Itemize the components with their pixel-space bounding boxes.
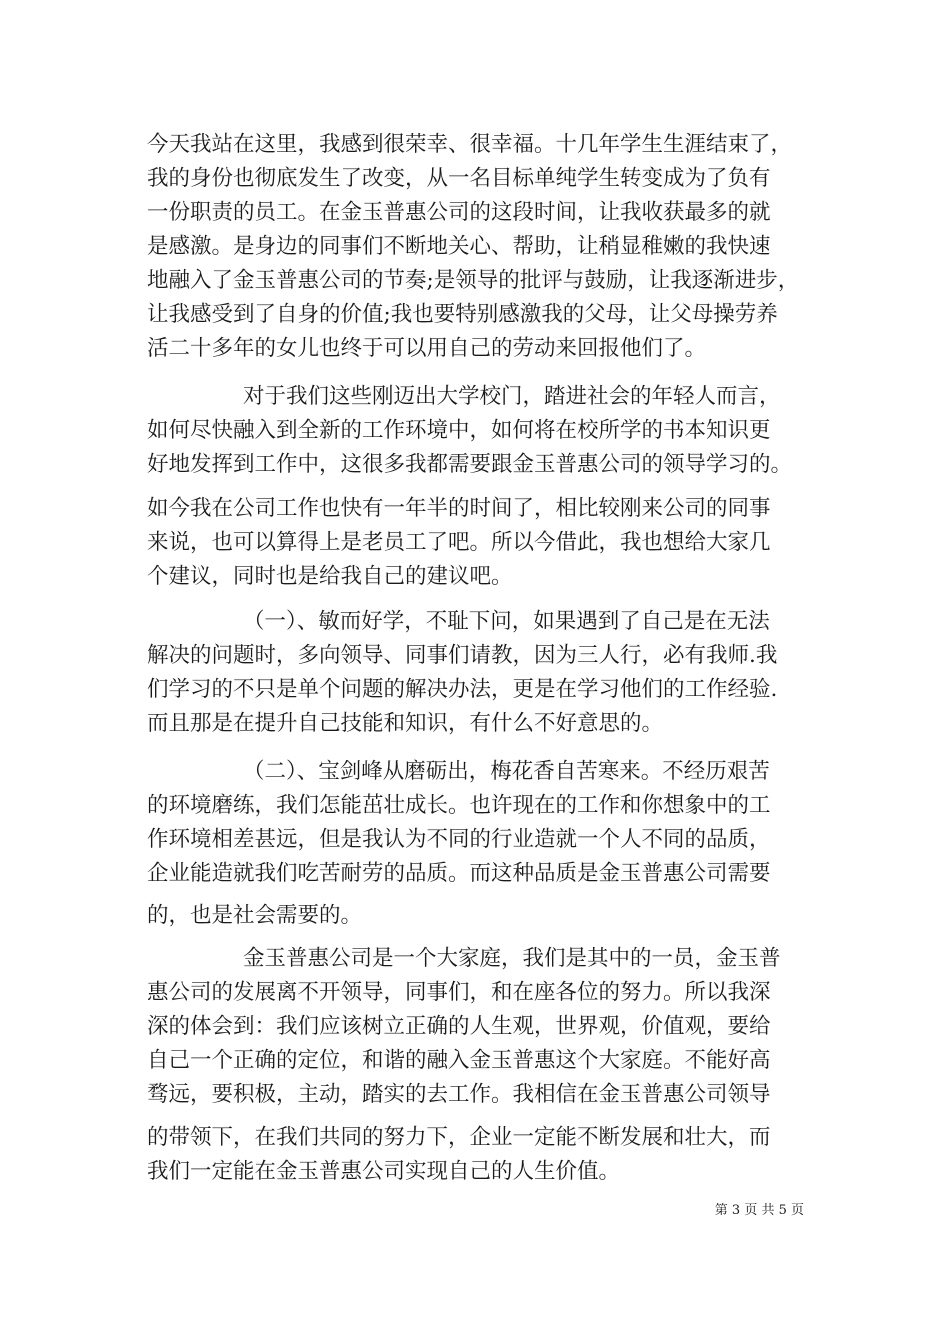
text-line: 骛远，要积极，主动，踏实的去工作。我相信在金玉普惠公司领导 — [147, 1082, 771, 1107]
text-line: （二）、宝剑峰从磨砺出，梅花香自苦寒来。不经历艰苦 — [243, 759, 770, 784]
text-line: 惠公司的发展离不开领导，同事们，和在座各位的努力。所以我深 — [147, 980, 771, 1005]
text-line: 自己一个正确的定位，和谐的融入金玉普惠这个大家庭。不能好高 — [147, 1048, 771, 1073]
text-line: 解决的问题时，多向领导、同事们请教，因为三人行，必有我师.我 — [147, 643, 778, 668]
text-line: 而且那是在提升自己技能和知识，有什么不好意思的。 — [147, 711, 664, 736]
text-line: 好地发挥到工作中，这很多我都需要跟金玉普惠公司的领导学习的。 — [147, 452, 793, 477]
text-line: 的带领下，在我们共同的努力下，企业一定能不断发展和壮大，而 — [147, 1125, 771, 1150]
text-line: 活二十多年的女儿也终于可以用自己的劳动来回报他们了。 — [147, 336, 707, 361]
text-line: 对于我们这些刚迈出大学校门，踏进社会的年轻人而言， — [243, 384, 781, 409]
text-line: 今天我站在这里，我感到很荣幸、很幸福。十几年学生生涯结束了， — [147, 132, 793, 157]
text-line: 我们一定能在金玉普惠公司实现自己的人生价值。 — [147, 1159, 621, 1184]
text-line: 深的体会到：我们应该树立正确的人生观，世界观，价值观，要给 — [147, 1014, 771, 1039]
text-line: 是感激。是身边的同事们不断地关心、帮助，让稍显稚嫩的我快速 — [147, 234, 771, 259]
text-line: 来说，也可以算得上是老员工了吧。所以今借此，我也想给大家几 — [147, 530, 771, 555]
text-line: 地融入了金玉普惠公司的节奏;是领导的批评与鼓励，让我逐渐进步， — [147, 268, 800, 293]
text-line: 让我感受到了自身的价值;我也要特别感激我的父母，让父母操劳养 — [147, 302, 778, 327]
text-line: 如何尽快融入到全新的工作环境中，如何将在校所学的书本知识更 — [147, 418, 771, 443]
text-line: 我的身份也彻底发生了改变，从一名目标单纯学生转变成为了负有 — [147, 166, 771, 191]
text-line: 们学习的不只是单个问题的解决办法，更是在学习他们的工作经验. — [147, 677, 778, 702]
page-number-footer: 第 3 页 共 5 页 — [714, 1203, 804, 1218]
text-line: 作环境相差甚远，但是我认为不同的行业造就一个人不同的品质， — [147, 827, 771, 852]
text-line: （一）、敏而好学，不耻下问，如果遇到了自己是在无法 — [243, 609, 770, 634]
text-line: 的，也是社会需要的。 — [147, 903, 363, 928]
text-line: 金玉普惠公司是一个大家庭，我们是其中的一员，金玉普 — [243, 946, 781, 971]
text-line: 个建议，同时也是给我自己的建议吧。 — [147, 564, 513, 589]
text-line: 的环境磨练，我们怎能茁壮成长。也许现在的工作和你想象中的工 — [147, 793, 771, 818]
text-line: 如今我在公司工作也快有一年半的时间了，相比较刚来公司的同事 — [147, 496, 771, 521]
text-line: 企业能造就我们吃苦耐劳的品质。而这种品质是金玉普惠公司需要 — [147, 861, 771, 886]
text-line: 一份职责的员工。在金玉普惠公司的这段时间，让我收获最多的就 — [147, 200, 771, 225]
